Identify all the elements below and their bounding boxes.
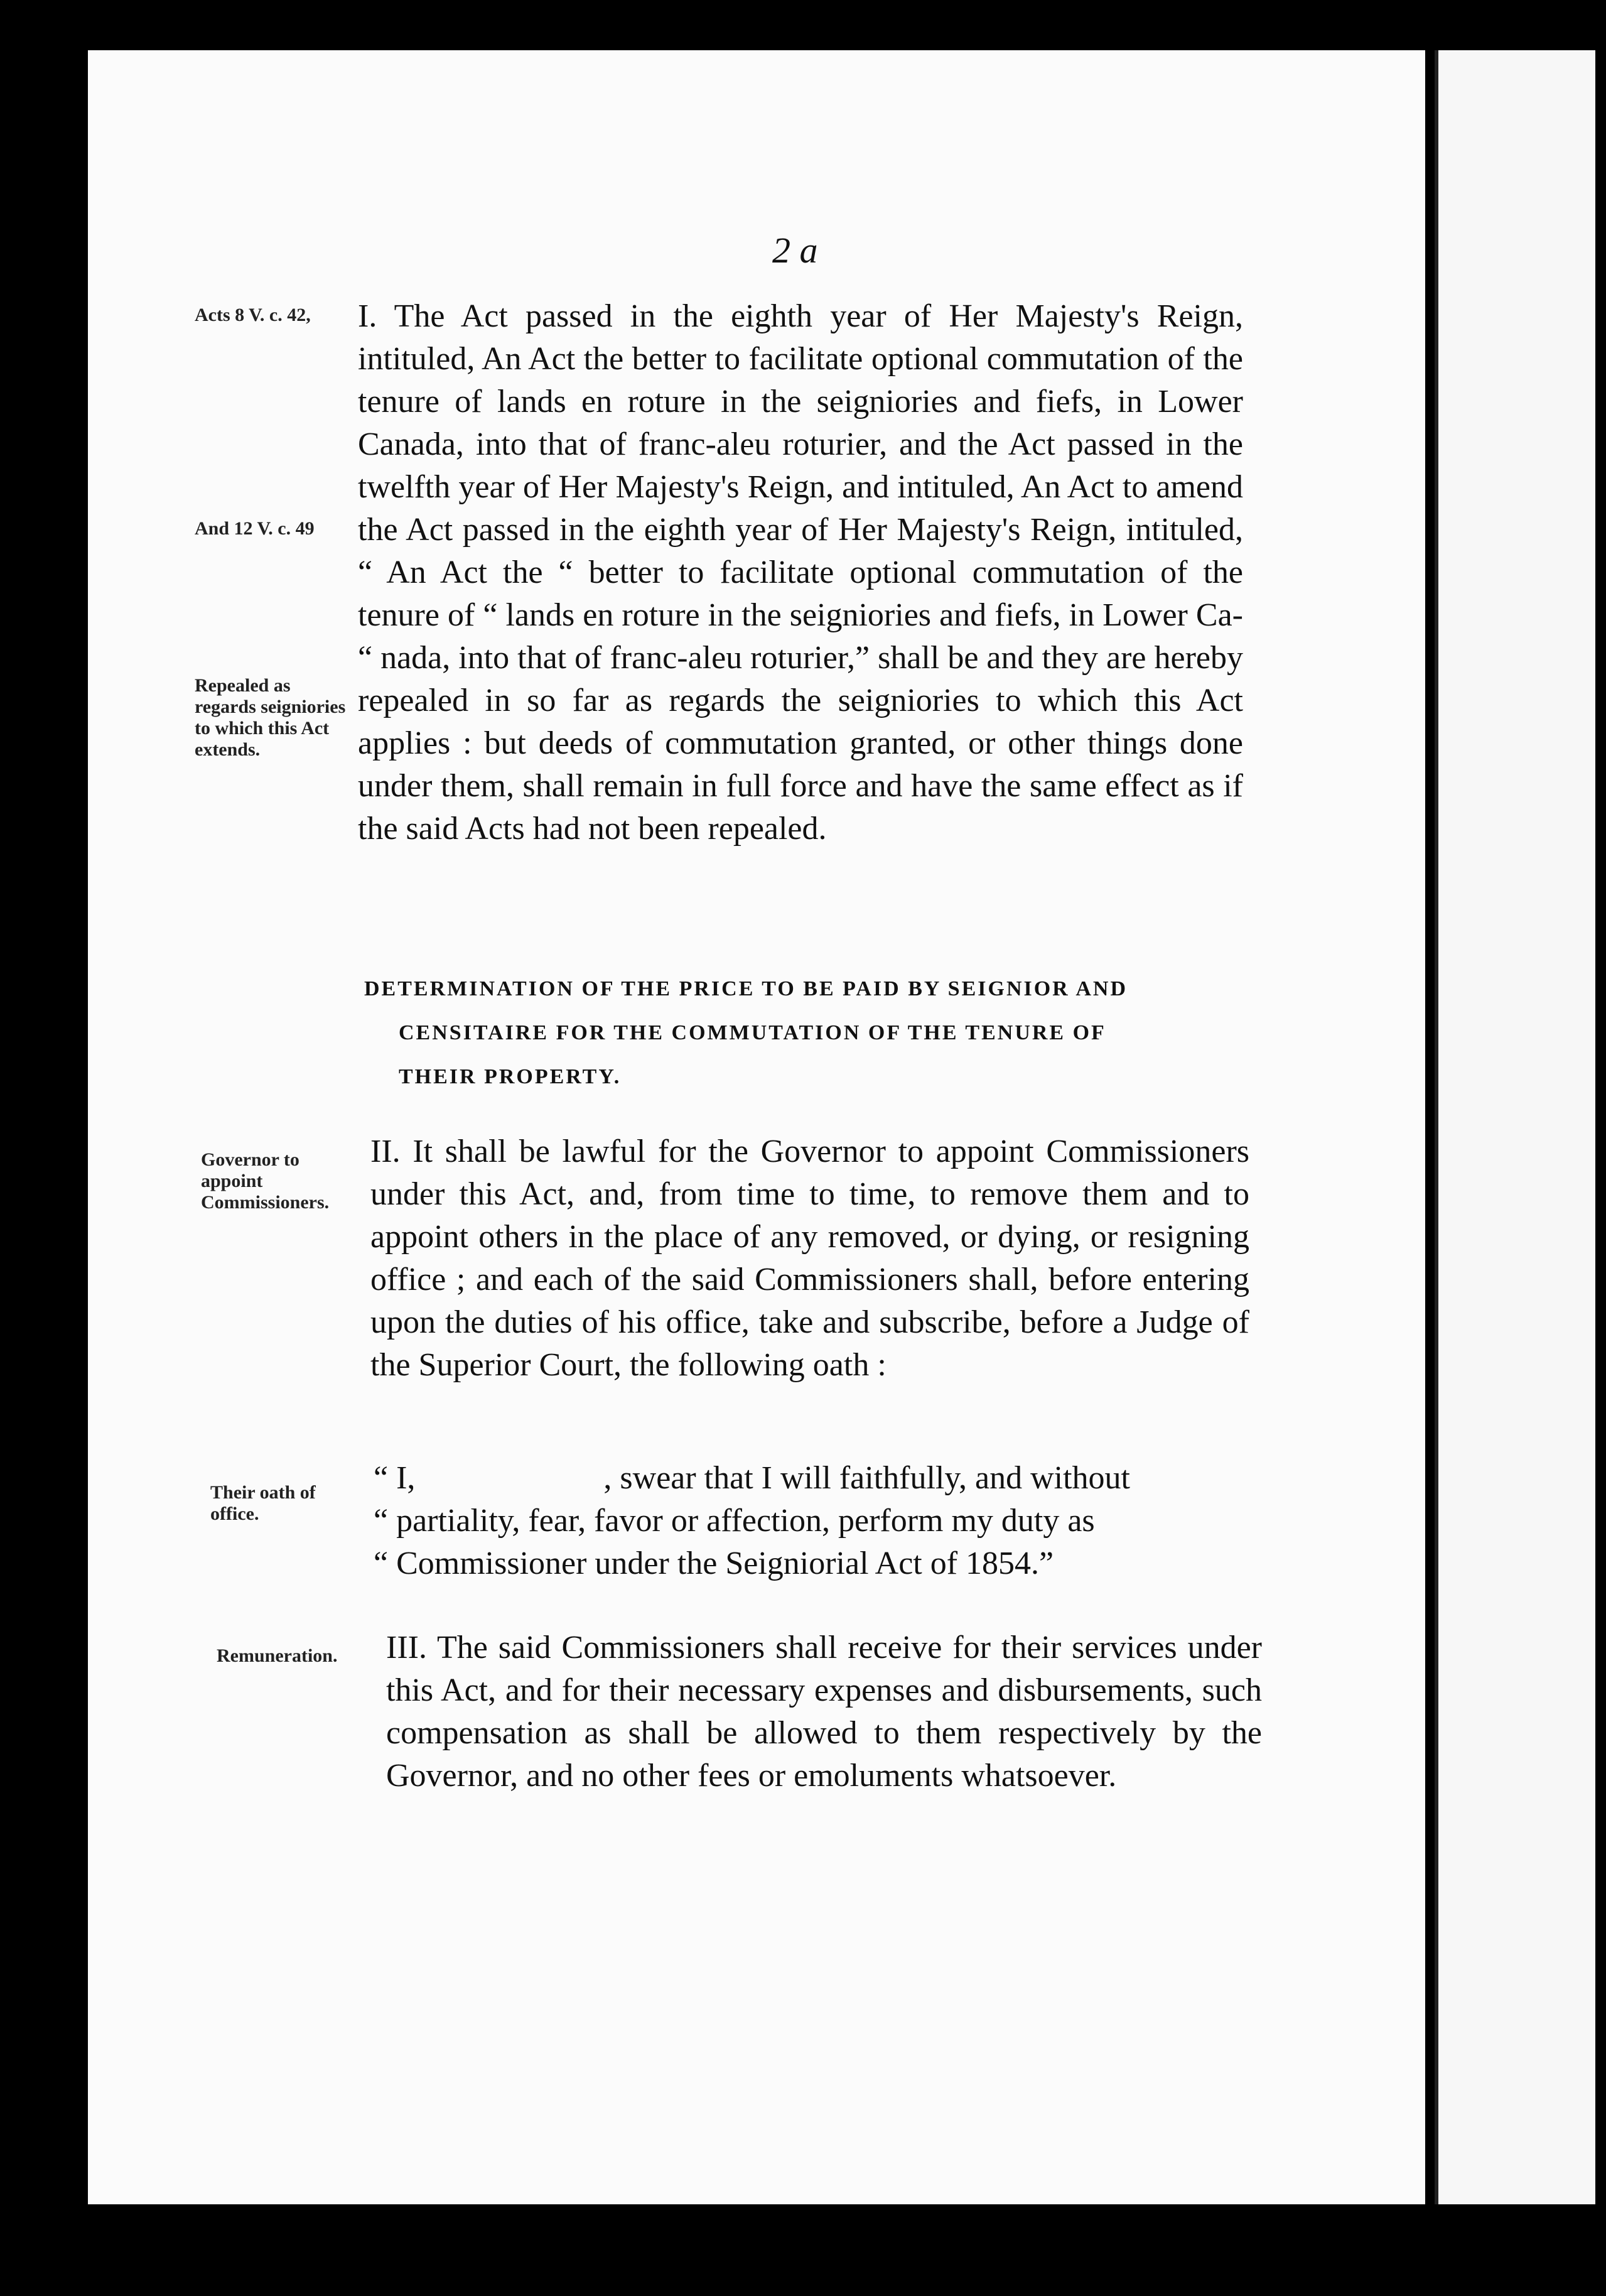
page-number: 2 a bbox=[772, 230, 818, 271]
heading-line-2: CENSITAIRE FOR THE COMMUTATION OF THE TENURE OF bbox=[399, 1021, 1106, 1044]
section-1-number: I. bbox=[358, 298, 377, 334]
oath-line-1-start: “ I, bbox=[374, 1460, 416, 1496]
oath-line-1 bbox=[374, 1457, 1253, 1500]
oath-line-2: “ partiality, fear, favor or affection, perform my duty as bbox=[374, 1503, 1095, 1539]
oath-line-1-end: , swear that I will faithfully, and without bbox=[603, 1460, 1130, 1496]
section-3-text: The said Commissioners shall receive for their services under this Act, and for their necessary expenses and disbursements, such compensation as shall be allowed to them respectively by the Governor, and no other fees or emoluments whatsoever. bbox=[386, 1630, 1262, 1794]
adjacent-page-edge bbox=[1435, 50, 1595, 2204]
oath-block bbox=[374, 1457, 1253, 1585]
section-2-paragraph bbox=[370, 1130, 1249, 1387]
margin-note-remuneration: Remuneration. bbox=[217, 1645, 338, 1666]
margin-note-acts: Acts 8 V. c. 42, bbox=[195, 305, 311, 325]
section-3 bbox=[386, 1627, 1262, 1797]
section-1-paragraph bbox=[358, 295, 1243, 850]
heading-line-3: THEIR PROPERTY. bbox=[399, 1065, 622, 1088]
heading-line-1: DETERMINATION OF THE PRICE TO BE PAID BY SEIGNIOR AND bbox=[364, 977, 1128, 1000]
section-1 bbox=[358, 295, 1243, 850]
margin-note-oath: Their oath of office. bbox=[210, 1482, 316, 1524]
margin-note-governor: Governor to appoint Commissioners. bbox=[201, 1149, 330, 1213]
section-1-text: The Act passed in the eighth year of Her Majesty's Reign, intituled, An Act the better to facilitate optional commutation of the tenure of lands en roture in the seigniories and fiefs, in Lower Canada, into that of franc-aleu roturier, and the Act passed in the twelfth year of Her Majesty's Reign, and intituled, An Act to amend the Act passed in the eighth year of Her Majesty's Reign, intituled, “ An Act the “ better to facilitate optional commutation of the tenure of “ lands en roture in the seigniories and fiefs, in Lower Ca- “ nada, into that of franc-aleu roturier,” shall be and they are hereby repealed in so far as regards the seigniories to which this Act applies : but deeds of commutation granted, or other things done under them, shall remain in full force and have the same effect as if the said Acts had not been repealed. bbox=[358, 298, 1243, 847]
section-3-number: III. bbox=[386, 1630, 427, 1665]
margin-note-repealed: Repealed as regards seigniories to which this Act extends. bbox=[195, 675, 346, 760]
section-heading bbox=[364, 967, 1249, 1099]
margin-note-and-12: And 12 V. c. 49 bbox=[195, 518, 315, 539]
section-2-number: II. bbox=[370, 1134, 401, 1169]
oath-line-3: “ Commissioner under the Seigniorial Act of 1854.” bbox=[374, 1546, 1054, 1581]
section-2 bbox=[370, 1130, 1249, 1387]
section-3-paragraph bbox=[386, 1627, 1262, 1797]
section-2-text: It shall be lawful for the Governor to appoint Commissioners under this Act, and, from time to time, to remove them and to appoint others in the place of any removed, or dying, or resigning office ; and each of the said Commissioners shall, before entering upon the duties of his office, take and subscribe, before a Judge of the Superior Court, the following oath : bbox=[370, 1134, 1249, 1383]
